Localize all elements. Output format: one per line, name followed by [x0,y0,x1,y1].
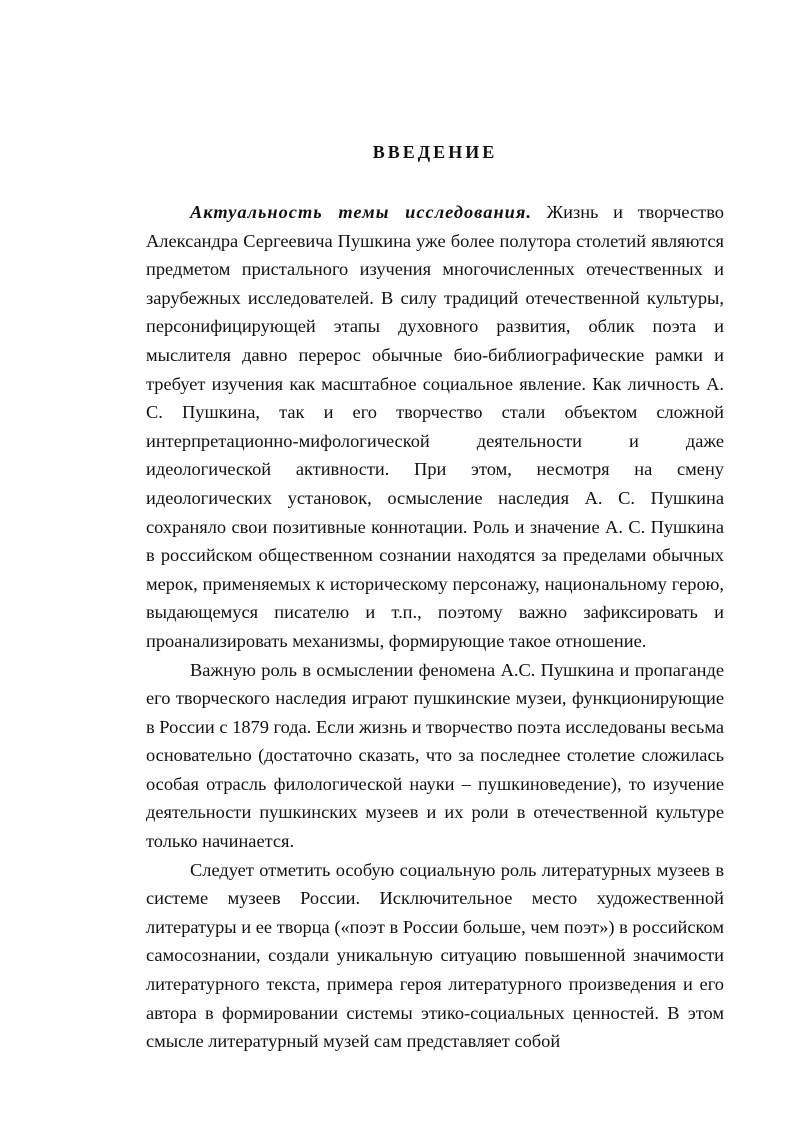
paragraph-text: Следует отметить особую социальную роль литературных музеев в системе музеев России. Исключительное место художественной литературы и ее творца («поэт в России больше, чем поэт») в российском самосознании, создали уникальную ситуацию повышенной значимости литературного текста, примера героя литературного произведения и его автора в формировании системы этико-социальных ценностей. В этом смысле литературный музей сам представляет собой [146,859,724,1052]
paragraph-literary-museums [146,856,724,1056]
body-text [146,198,724,1056]
paragraph-museums-role [146,656,724,856]
paragraph-lead-phrase: Актуальность темы исследования. [190,202,532,222]
document-page [146,0,724,1122]
paragraph-relevance [146,198,724,656]
paragraph-text: Важную роль в осмыслении феномена А.С. Пушкина и пропаганде его творческого наследия играют пушкинские музеи, функционирующие в России с 1879 года. Если жизнь и творчество поэта исследованы весьма основательно (достаточно сказать, что за последнее столетие сложилась особая отрасль филологической науки – пушкиноведение), то изучение деятельности пушкинских музеев и их роли в отечественной культуре только начинается. [146,659,724,852]
page-heading: ВВЕДЕНИЕ [372,142,498,162]
paragraph-text: Жизнь и творчество Александра Сергеевича Пушкина уже более полутора столетий являются предметом пристального изучения многочисленных отечественных и зарубежных исследователей. В силу традиций отечественной культуры, персонифицирующей этапы духовного развития, облик поэта и мыслителя давно перерос обычные био-библиографические рамки и требует изучения как масштабное социальное явление. Как личность А. С. Пушкина, так и его творчество стали объектом сложной интерпретационно-мифологической деятельности и даже идеологической активности. При этом, несмотря на смену идеологических установок, осмысление наследия А. С. Пушкина сохраняло свои позитивные коннотации. Роль и значение А. С. Пушкина в российском общественном сознании находятся за пределами обычных мерок, применяемых к историческому персонажу, национальному герою, выдающемуся писателю и т.п., поэтому важно зафиксировать и проанализировать механизмы, формирующие такое отношение. [146,202,724,651]
